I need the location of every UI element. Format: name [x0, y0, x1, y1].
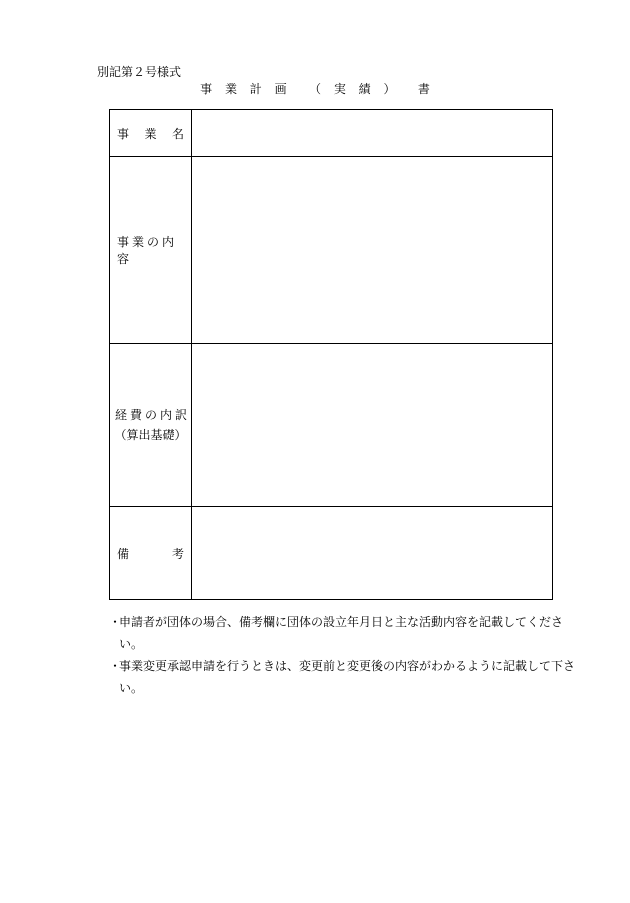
title-char: 計 [249, 82, 262, 96]
label-expense-breakdown: 経費の内訳 （算出基礎） [110, 344, 192, 507]
note-item [109, 655, 579, 699]
label-remarks: 備 考 [110, 507, 192, 600]
note-text: 申請者が団体の場合、備考欄に団体の設立年月日と主な活動内容を記載してください。 [119, 615, 564, 651]
title-char: 事 [200, 82, 213, 96]
bullet: ・ [109, 615, 122, 629]
label-project-name: 事 業 名 [110, 110, 192, 157]
document-title [0, 80, 630, 97]
field-project-content[interactable] [192, 157, 553, 344]
title-char: （ [308, 82, 321, 96]
title-char: 業 [224, 82, 237, 96]
note-text: 事業変更承認申請を行うときは、変更前と変更後の内容がわかるように記載して下さい。 [119, 659, 576, 695]
title-char: ） [383, 82, 396, 96]
table-row-remarks [110, 507, 553, 600]
title-char: 画 [274, 82, 287, 96]
table-row-project-name [110, 110, 553, 157]
label-project-content: 事業の内容 [110, 157, 192, 344]
field-project-name[interactable] [192, 110, 553, 157]
notes-section [109, 611, 579, 699]
form-number: 別記第２号様式 [97, 65, 182, 79]
title-char: 実 [333, 82, 346, 96]
field-expense-breakdown[interactable] [192, 344, 553, 507]
note-item [109, 611, 579, 655]
table-row-project-content [110, 157, 553, 344]
bullet: ・ [109, 659, 122, 673]
field-remarks[interactable] [192, 507, 553, 600]
title-char: 書 [417, 82, 430, 96]
plan-form-table [109, 109, 553, 600]
title-char: 績 [358, 82, 371, 96]
table-row-expense-breakdown [110, 344, 553, 507]
